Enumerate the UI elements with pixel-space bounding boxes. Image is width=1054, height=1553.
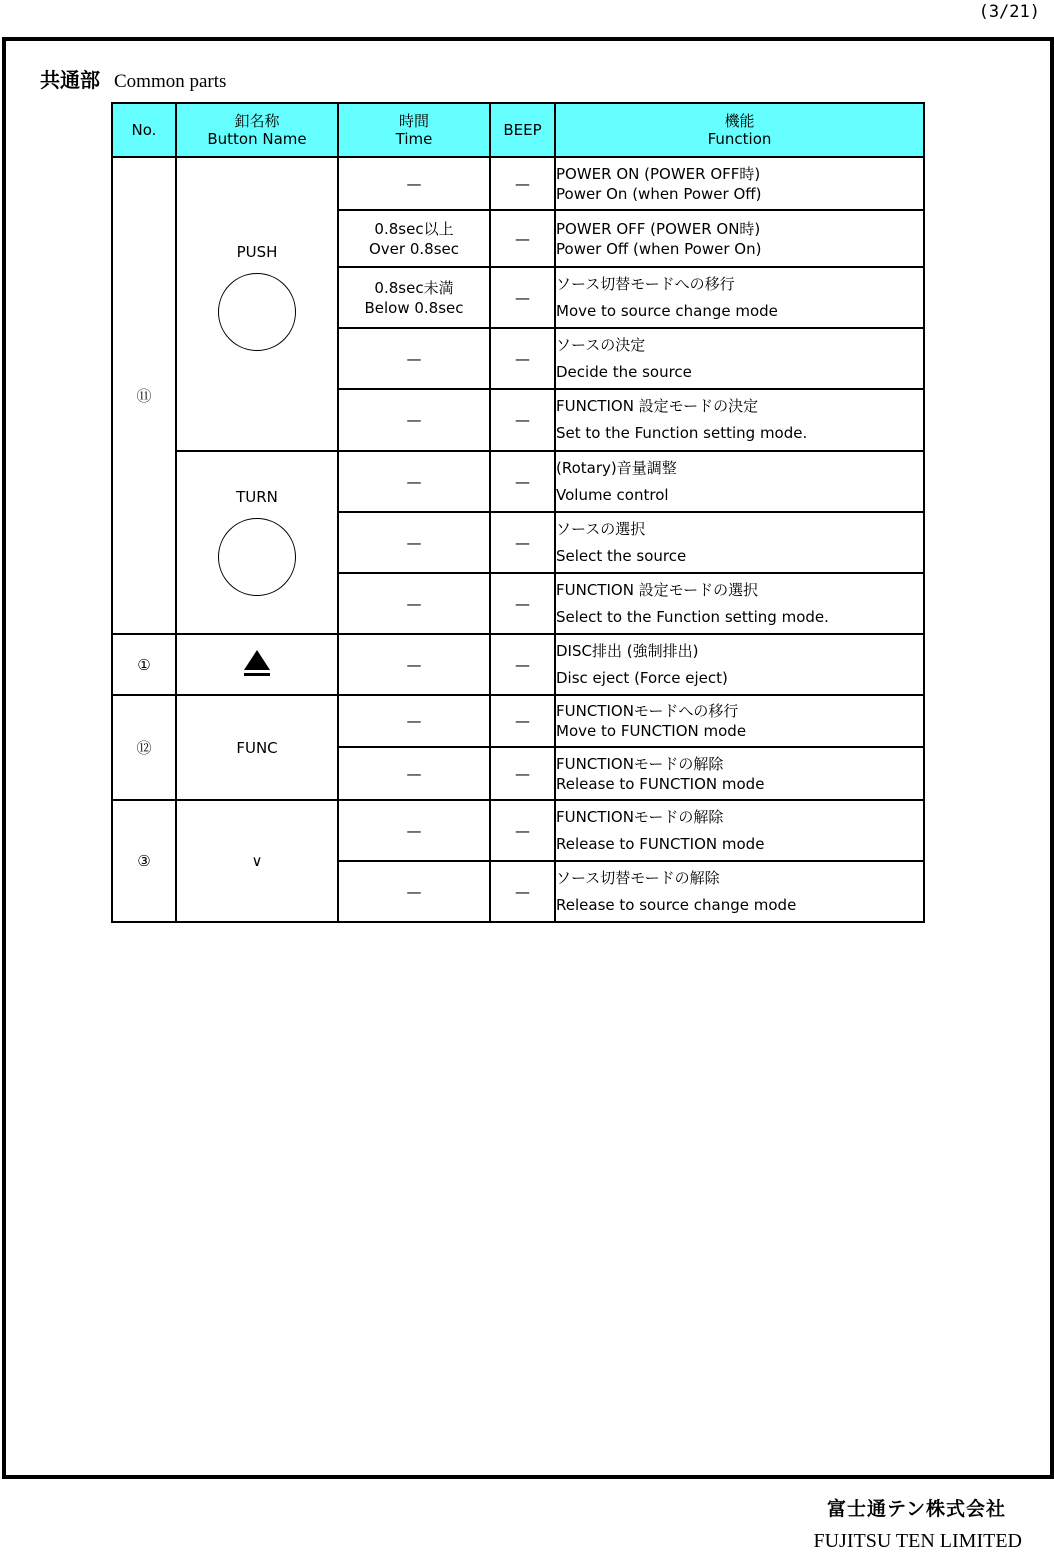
time-cell: — bbox=[338, 157, 490, 210]
beep-cell: — bbox=[490, 157, 555, 210]
function-cell: FUNCTIONモードの解除 Release to FUNCTION mode bbox=[555, 747, 924, 800]
time-cell: — bbox=[338, 695, 490, 747]
beep-cell: — bbox=[490, 451, 555, 512]
beep-cell: — bbox=[490, 389, 555, 451]
beep-cell: — bbox=[490, 747, 555, 800]
time-cell: 0.8sec以上 Over 0.8sec bbox=[338, 210, 490, 267]
table-row bbox=[112, 451, 924, 512]
eject-button-cell bbox=[176, 634, 338, 695]
button-function-table bbox=[111, 102, 925, 923]
function-cell: FUNCTION 設定モードの決定 Set to the Function setting mode. bbox=[555, 389, 924, 451]
func-button-cell: FUNC bbox=[176, 695, 338, 800]
table-row bbox=[112, 695, 924, 747]
header-function: 機能 Function bbox=[555, 103, 924, 157]
function-cell: ソース切替モードの解除 Release to source change mode bbox=[555, 861, 924, 922]
time-cell: — bbox=[338, 389, 490, 451]
page-number: (3/21) bbox=[978, 2, 1040, 22]
turn-button-cell bbox=[176, 451, 338, 634]
function-cell: POWER OFF (POWER ON時) Power Off (when Power On) bbox=[555, 210, 924, 267]
function-cell: ソースの選択 Select the source bbox=[555, 512, 924, 573]
time-cell: — bbox=[338, 573, 490, 634]
function-cell: ソースの決定 Decide the source bbox=[555, 328, 924, 389]
function-cell: POWER ON (POWER OFF時) Power On (when Power Off) bbox=[555, 157, 924, 210]
beep-cell: — bbox=[490, 695, 555, 747]
table-row bbox=[112, 634, 924, 695]
function-cell: (Rotary)音量調整 Volume control bbox=[555, 451, 924, 512]
table-header-row bbox=[112, 103, 924, 157]
function-cell: ソース切替モードへの移行 Move to source change mode bbox=[555, 267, 924, 328]
company-name-en: FUJITSU TEN LIMITED bbox=[813, 1530, 1022, 1552]
header-button-name: 釦名称 Button Name bbox=[176, 103, 338, 157]
section-title-jp: 共通部 bbox=[40, 68, 100, 92]
beep-cell: — bbox=[490, 634, 555, 695]
beep-cell: — bbox=[490, 861, 555, 922]
section-title-en: Common parts bbox=[114, 71, 227, 92]
company-name-jp: 富士通テン株式会社 bbox=[826, 1498, 1006, 1520]
function-cell: FUNCTIONモードの解除 Release to FUNCTION mode bbox=[555, 800, 924, 861]
section-title bbox=[40, 64, 226, 93]
table-row bbox=[112, 800, 924, 861]
time-cell: — bbox=[338, 451, 490, 512]
table-row bbox=[112, 157, 924, 210]
down-button-cell: ∨ bbox=[176, 800, 338, 922]
push-label: PUSH bbox=[236, 243, 278, 261]
row-number: ⑫ bbox=[112, 695, 176, 800]
header-beep: BEEP bbox=[490, 103, 555, 157]
time-cell: — bbox=[338, 800, 490, 861]
row-number: ① bbox=[112, 634, 176, 695]
beep-cell: — bbox=[490, 800, 555, 861]
function-cell: FUNCTIONモードへの移行 Move to FUNCTION mode bbox=[555, 695, 924, 747]
time-cell: — bbox=[338, 328, 490, 389]
row-number: ⑪ bbox=[112, 157, 176, 634]
time-cell: — bbox=[338, 634, 490, 695]
header-time: 時間 Time bbox=[338, 103, 490, 157]
time-cell: — bbox=[338, 512, 490, 573]
header-no: No. bbox=[112, 103, 176, 157]
function-cell: DISC排出 (強制排出) Disc eject (Force eject) bbox=[555, 634, 924, 695]
eject-icon bbox=[244, 650, 270, 676]
beep-cell: — bbox=[490, 573, 555, 634]
time-cell: — bbox=[338, 747, 490, 800]
beep-cell: — bbox=[490, 267, 555, 328]
beep-cell: — bbox=[490, 328, 555, 389]
time-cell: — bbox=[338, 861, 490, 922]
time-cell: 0.8sec未満 Below 0.8sec bbox=[338, 267, 490, 328]
row-number: ③ bbox=[112, 800, 176, 922]
turn-label: TURN bbox=[236, 488, 278, 506]
push-button-cell bbox=[176, 157, 338, 451]
turn-knob-icon bbox=[218, 518, 296, 596]
beep-cell: — bbox=[490, 210, 555, 267]
beep-cell: — bbox=[490, 512, 555, 573]
push-knob-icon bbox=[218, 273, 296, 351]
function-cell: FUNCTION 設定モードの選択 Select to the Function setting mode. bbox=[555, 573, 924, 634]
